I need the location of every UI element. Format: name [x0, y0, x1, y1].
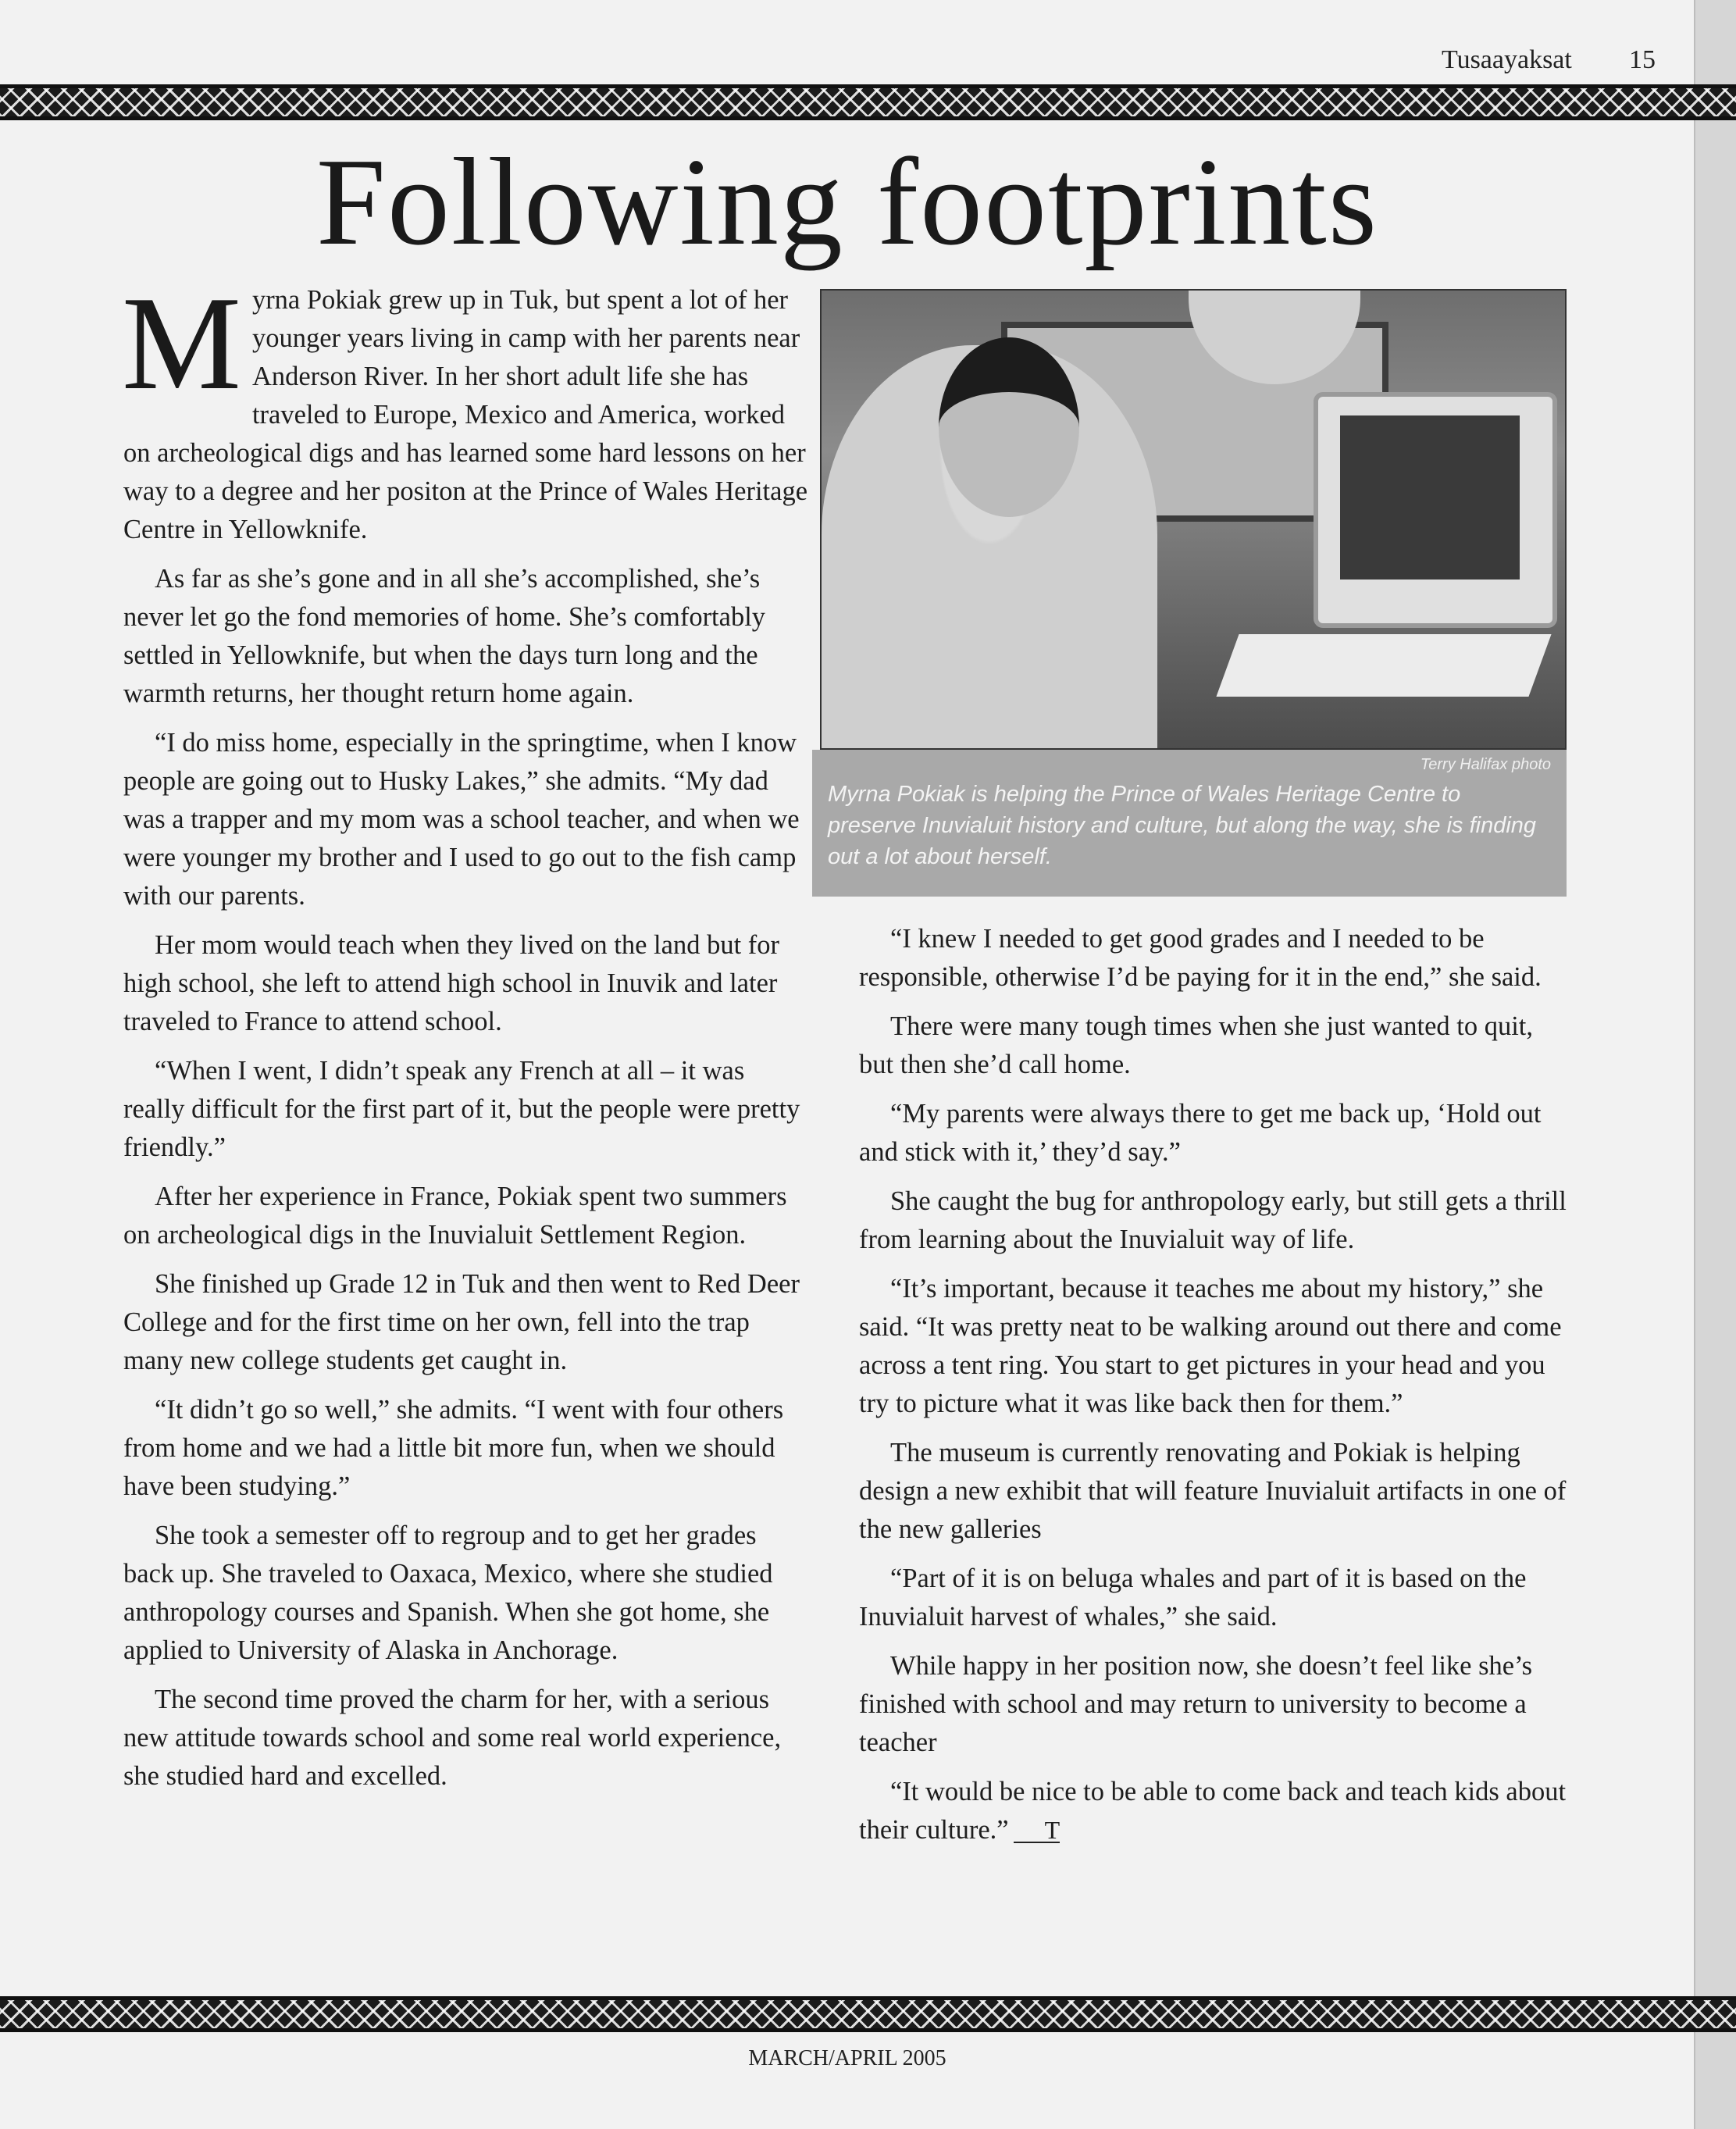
paragraph: She took a semester off to regroup and to get her grades back up. She traveled to Oaxaca, Mexico, where she studied anthropology courses and Spanish. When she got home, she applied to University of Alaska in Anchorage.: [123, 1521, 773, 1665]
paragraph: “My parents were always there to get me back up, ‘Hold out and stick with it,’ they’d say.”: [859, 1099, 1542, 1167]
paragraph-text: yrna Pokiak grew up in Tuk, but spent a lot of her younger years living in camp with her parents near Anderson River. In her short adult life she has traveled to Europe, Mexico and America, worked on archeological digs and has learned some hard lessons on her way to a degree and her positon at the Prince of Wales Heritage Centre in Yellowknife.: [123, 285, 808, 544]
paragraph: “I knew I needed to get good grades and I needed to be responsible, otherwise I’d be paying for it in the end,” she said.: [859, 924, 1542, 992]
page-edge: [1694, 0, 1736, 2129]
photo-person-head: [939, 337, 1079, 517]
article-title: Following footprints: [315, 132, 1379, 271]
right-column: [859, 920, 1568, 1860]
paragraph: She finished up Grade 12 in Tuk and then went to Red Deer College and for the first time on her own, fell into the trap many new college students get caught in.: [123, 1269, 800, 1375]
paragraph: The second time proved the charm for her, with a serious new attitude towards school and some real world experience, she studied hard and excelled.: [123, 1685, 782, 1791]
publication-name: Tusaayaksat: [1442, 45, 1572, 74]
paragraph: “When I went, I didn’t speak any French at all – it was really difficult for the first part of it, but the people were pretty friendly.”: [123, 1056, 800, 1162]
paragraph-text: “It would be nice to be able to come back and teach kids about their culture.”: [859, 1777, 1567, 1845]
paragraph: [859, 1773, 1568, 1849]
end-mark-icon: T: [1014, 1818, 1060, 1843]
paragraph: After her experience in France, Pokiak spent two summers on archeological digs in the Inuvialuit Settlement Region.: [123, 1182, 787, 1250]
paragraph: “Part of it is on beluga whales and part of it is based on the Inuvialuit harvest of whales,” she said.: [859, 1564, 1527, 1632]
issue-date: MARCH/APRIL 2005: [748, 2046, 946, 2070]
photo-keyboard: [1216, 634, 1551, 697]
drop-cap: M: [122, 269, 241, 418]
paragraph: Her mom would teach when they lived on the land but for high school, she left to attend high school in Inuvik and later traveled to France to attend school.: [123, 930, 780, 1036]
top-decorative-border: [0, 84, 1736, 120]
paragraph: The museum is currently renovating and Pokiak is helping design a new exhibit that will feature Inuvialuit artifacts in one of the new galleries: [859, 1438, 1567, 1544]
paragraph: “It’s important, because it teaches me about my history,” she said. “It was pretty neat to be walking around out there and come across a tent ring. You start to get pictures in your head and you try to picture what it was like back then for them.”: [859, 1274, 1562, 1418]
photo-caption: Myrna Pokiak is helping the Prince of Wales Heritage Centre to preserve Inuvialuit history and culture, but along the way, she is finding out a lot about herself.: [828, 782, 1537, 869]
paragraph: There were many tough times when she just wanted to quit, but then she’d call home.: [859, 1011, 1534, 1079]
page-number: 15: [1629, 45, 1656, 74]
paragraph: “It didn’t go so well,” she admits. “I went with four others from home and we had a little bit more fun, when we should have been studying.”: [123, 1395, 784, 1501]
paragraph: [122, 269, 808, 549]
paragraph: While happy in her position now, she doesn’t feel like she’s finished with school and may return to university to become a teacher: [859, 1651, 1533, 1757]
bottom-decorative-border: [0, 1996, 1736, 2032]
paragraph: “I do miss home, especially in the springtime, when I know people are going out to Husky Lakes,” she admits. “My dad was a trapper and my mom was a school teacher, and when we were younger my brother and I used to go out to the fish camp with our parents.: [123, 728, 800, 911]
paragraph: As far as she’s gone and in all she’s accomplished, she’s never let go the fond memories of home. She’s comfortably settled in Yellowknife, but when the days turn long and the warmth returns, her thought return home again.: [123, 564, 766, 708]
article-photo: [820, 289, 1567, 750]
photo-caption-box: [812, 750, 1567, 897]
photo-credit: Terry Halifax photo: [1420, 756, 1551, 773]
photo-screen: [1340, 415, 1520, 580]
left-column: [122, 269, 808, 1806]
paragraph: She caught the bug for anthropology early, but still gets a thrill from learning about the Inuvialuit way of life.: [859, 1186, 1567, 1254]
